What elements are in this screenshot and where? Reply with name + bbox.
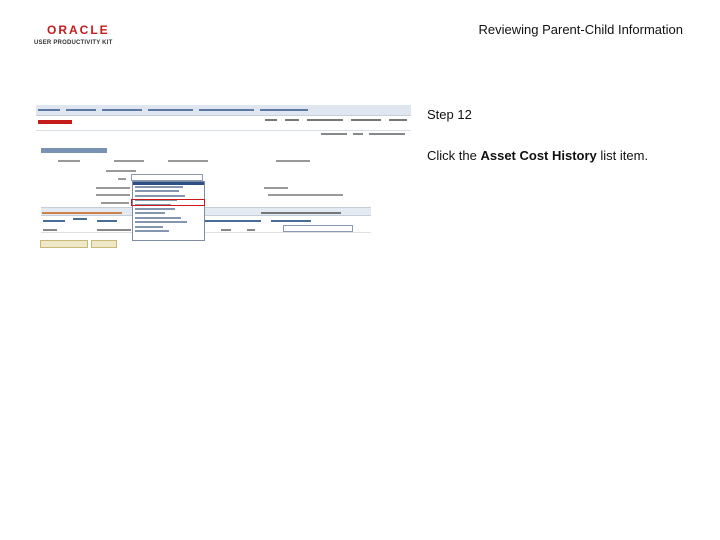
application-screenshot-thumbnail — [36, 105, 411, 250]
thumbnail-window-links — [321, 133, 405, 135]
thumbnail-grid-columns — [41, 216, 371, 224]
thumbnail-brand-bar — [36, 116, 411, 131]
instruction-text — [427, 148, 648, 163]
oracle-upk-logo — [34, 24, 126, 47]
logo-oracle-text: ORACLE — [47, 23, 110, 37]
thumbnail-breadcrumb-bar — [36, 105, 411, 116]
thumbnail-buttons — [40, 240, 117, 248]
thumbnail-row-select — [283, 225, 353, 232]
thumbnail-grid-row — [41, 226, 371, 233]
step-label: Step 12 — [427, 107, 472, 122]
instruction-suffix: list item. — [596, 148, 649, 163]
instruction-prefix: Click the — [427, 148, 481, 163]
logo-product-text: USER PRODUCTIVITY KIT — [34, 40, 113, 46]
thumbnail-page-title — [41, 148, 107, 155]
instruction-target: Asset Cost History — [480, 148, 597, 163]
thumbnail-oracle-logo — [38, 120, 72, 126]
document-title: Reviewing Parent-Child Information — [478, 22, 683, 37]
thumbnail-grid-header — [41, 207, 371, 216]
thumbnail-header-links — [265, 119, 407, 121]
highlight-box — [131, 199, 205, 206]
thumbnail-view-select — [131, 174, 203, 181]
thumbnail-dropdown-list — [132, 181, 205, 241]
